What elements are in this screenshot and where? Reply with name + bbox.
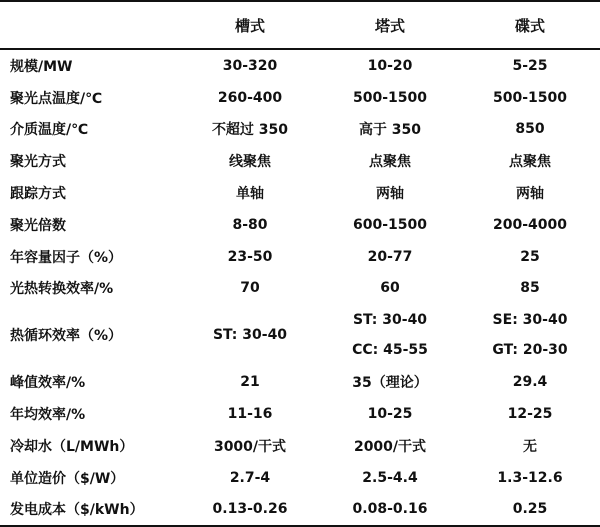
row-label: 峰值效率/%	[10, 375, 86, 392]
cell-trough: 3000/干式	[213, 438, 287, 455]
cell-tower: 500-1500	[353, 89, 427, 106]
cell-dish: 500-1500	[493, 89, 567, 106]
header-trough: 槽式	[180, 1, 320, 49]
table-row	[0, 398, 600, 430]
cell-tower: 600-1500	[353, 216, 427, 233]
cell-tower: 点聚焦	[369, 154, 411, 171]
cell-tower: 20-77	[367, 248, 413, 265]
cell-line-2: CC: 45-55	[352, 342, 428, 359]
cell-trough: 0.13-0.26	[180, 494, 320, 527]
row-label: 聚光倍数	[10, 217, 66, 234]
table-row	[0, 494, 600, 527]
cell-trough: 单轴	[236, 186, 264, 203]
cell-dish: 25	[520, 248, 540, 265]
cell-tower: 35（理论）	[352, 375, 428, 392]
cell-trough	[180, 304, 320, 366]
cell-trough: 不超过 350	[211, 122, 289, 139]
cell-trough: 线聚焦	[229, 154, 271, 171]
cell-trough: 30-320	[222, 57, 278, 74]
table-row	[0, 462, 600, 494]
header-row	[0, 1, 600, 49]
cell-dish: 850	[515, 121, 545, 138]
table-row	[0, 114, 600, 146]
cell-trough: 8-80	[232, 216, 268, 233]
cell-trough: 70	[240, 280, 260, 297]
cell-dish: 85	[520, 280, 540, 297]
cell-dish	[460, 304, 600, 366]
cell-tower: 两轴	[376, 186, 404, 203]
cell-dish: 200-4000	[493, 216, 567, 233]
cell-tower	[320, 304, 460, 366]
row-label: 冷却水（L/MWh）	[10, 438, 134, 455]
cell-tower: 10-20	[367, 57, 413, 74]
row-label: 光热转换效率/%	[10, 281, 114, 298]
cell-dish: 0.25	[460, 494, 600, 527]
cell-tower: 高于 350	[358, 122, 422, 139]
table-row	[0, 82, 600, 114]
row-label: 年均效率/%	[10, 407, 86, 424]
cell-trough: 21	[240, 374, 260, 391]
header-tower: 塔式	[320, 1, 460, 49]
cell-dish: 29.4	[512, 374, 548, 391]
table-row	[0, 366, 600, 398]
cell-line: ST: 30-40	[352, 312, 428, 329]
row-label: 跟踪方式	[10, 186, 66, 203]
cell-tower: 10-25	[367, 406, 413, 423]
row-label: 聚光点温度/℃	[10, 90, 103, 107]
cell-trough: 23-50	[227, 248, 273, 265]
cell-trough: 11-16	[227, 406, 273, 423]
cell-tower: 60	[380, 280, 400, 297]
row-label: 聚光方式	[10, 154, 66, 171]
table-row	[0, 209, 600, 241]
table-row	[0, 145, 600, 177]
cell-line-2: GT: 20-30	[492, 342, 568, 359]
cell-dish: 两轴	[516, 186, 544, 203]
cell-dish: 1.3-12.6	[497, 469, 563, 486]
table-row	[0, 304, 600, 366]
header-dish: 碟式	[460, 1, 600, 49]
cell-line: ST: 30-40	[212, 327, 288, 344]
row-label: 热循环效率（%）	[10, 328, 123, 345]
header-corner	[0, 1, 180, 49]
cell-line: SE: 30-40	[492, 312, 568, 329]
row-label: 年容量因子（%）	[10, 249, 123, 266]
cell-trough: 2.7-4	[229, 469, 271, 486]
row-label: 介质温度/℃	[10, 122, 89, 139]
row-label: 单位造价（$/W）	[10, 470, 125, 487]
cell-dish: 无	[523, 438, 537, 455]
table-row	[0, 177, 600, 209]
table-row	[0, 49, 600, 82]
row-label: 发电成本（$/kWh）	[0, 494, 180, 527]
cell-tower: 0.08-0.16	[320, 494, 460, 527]
cell-dish: 12-25	[507, 406, 553, 423]
table-row	[0, 273, 600, 305]
cell-tower: 2.5-4.4	[362, 469, 418, 486]
cell-trough: 260-400	[217, 89, 283, 106]
cell-dish: 点聚焦	[509, 154, 551, 171]
table-row	[0, 241, 600, 273]
table-row	[0, 430, 600, 462]
cell-tower: 2000/干式	[353, 438, 427, 455]
cell-dish: 5-25	[512, 57, 548, 74]
row-label: 规模/MW	[10, 58, 73, 75]
